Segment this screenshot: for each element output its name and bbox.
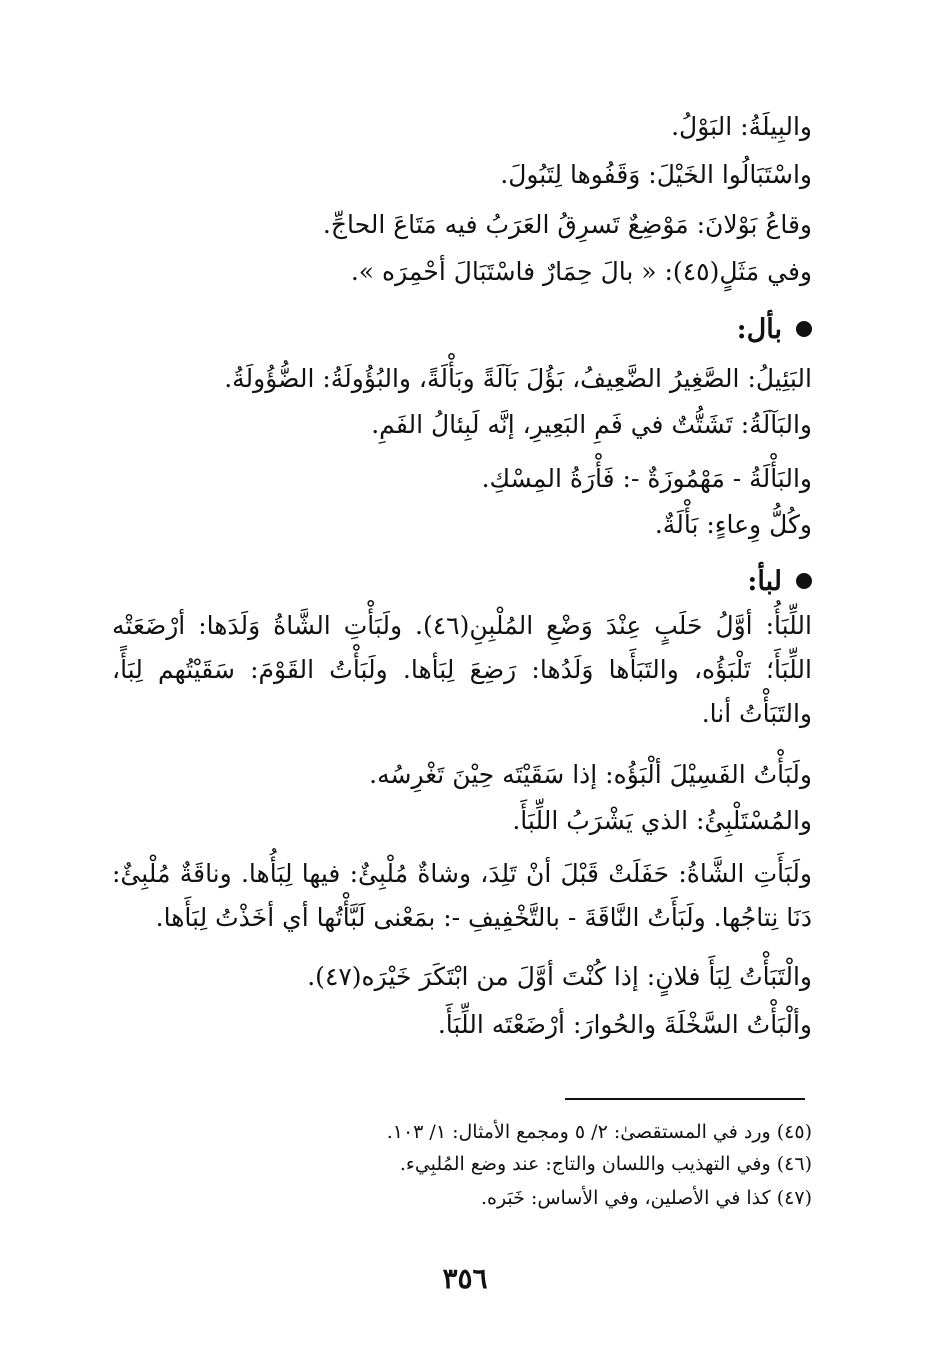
footnote: (٤٦) وفي التهذيب واللسان والتاج: عند وضع المُلبِيء.	[399, 1153, 812, 1175]
entry-line: والبَآلَةُ: تَشَتُّتٌ في فَمِ البَعِيرِ، إنَّه لَبِئالُ الفَمِ.	[371, 410, 812, 439]
bullet-icon	[796, 321, 812, 337]
entry-heading-text: لبأ:	[747, 566, 782, 597]
entry-heading	[737, 314, 812, 346]
entry-paragraph: اللِّبَأُ: أوَّلُ حَلَبٍ عِنْدَ وَضْعِ المُلْبِنِ(٤٦). ولَبَأْتِ الشَّاةُ وَلَدَها: أرْضَعَتْه اللِّبَأَ؛ تَلْبَؤُه، والتَبَأَها وَلَدُها: رَضِعَ لِبَأها. ولَبَأْتُ القَوْمَ: سَقَيْتُهم لِبَأً، والتَبَأْتُ أنا.	[112, 611, 812, 728]
entry-line: والْتَبَأْتُ لِبَأَ فلانٍ: إذا كُنْتَ أوَّلَ من ابْتَكَرَ خَيْرَه(٤٧).	[307, 962, 812, 991]
page-number: ٣٥٦	[442, 1262, 488, 1295]
entry-line: ولَبَأْتُ الفَسِيْلَ ألْبَؤُه: إذا سَقَيْتَه حِيْنَ تَغْرِسُه.	[369, 760, 812, 789]
footnote: (٤٧) كذا في الأصلين، وفي الأساس: خَبَره.	[480, 1187, 812, 1209]
entry-line: البَئِيلُ: الصَّغِيرُ الضَّعِيفُ، بَؤُلَ بَآلَةً وبَأْلَةً، والبُؤُولَةُ: الضُّؤُولَةُ.	[224, 364, 812, 393]
entry-heading-text: بأل:	[736, 314, 782, 345]
entry-line: واسْتَبَالُوا الخَيْلَ: وَقَفُوها لِتَبُولَ.	[500, 160, 812, 189]
entry-paragraph: ولَبَأَتِ الشَّاةُ: حَفَلَتْ قَبْلَ أنْ تَلِدَ، وشاةٌ مُلْبِئٌ: فيها لِبَأُها. وناقَةٌ مُلْبِئٌ: دَنَا نِتاجُها. ولَبَأَتُ النَّاقَةَ - بالتَّخْفِيفِ -: بمَعْنى لَبَّأْتُها أي أخَذْتُ لِبَأَها.	[112, 859, 812, 932]
entry-heading	[747, 566, 812, 598]
entry-line: وكُلُّ وِعاءٍ: بَأْلَةٌ.	[654, 510, 812, 539]
entry-line: والمُسْتَلْبِئُ: الذي يَشْرَبُ اللِّبَأَ.	[512, 806, 812, 835]
bullet-icon	[796, 573, 812, 589]
entry-line: وألْبَأْتُ السَّخْلَةَ والحُوارَ: أرْضَعْتَه اللِّبَأَ.	[437, 1010, 812, 1039]
footnote: (٤٥) ورد في المستقصىٰ: ٢/ ٥ ومجمع الأمثال: ١/ ١٠٣.	[386, 1121, 812, 1143]
footnote-separator	[565, 1098, 805, 1100]
entry-line: والبَأْلَةُ - مَهْمُوزَةٌ -: فَأْرَةُ المِسْكِ.	[481, 464, 812, 493]
entry-line: وفي مَثَلٍ(٤٥): « بالَ حِمَارٌ فاسْتَبَالَ أحْمِرَه ».	[350, 257, 812, 286]
entry-line: وقاعُ بَوْلانَ: مَوْضِعٌ تَسرِقُ العَرَبُ فيه مَتَاعَ الحاجِّ.	[322, 210, 812, 239]
entry-line: والبِيلَةُ: البَوْلُ.	[671, 112, 812, 141]
